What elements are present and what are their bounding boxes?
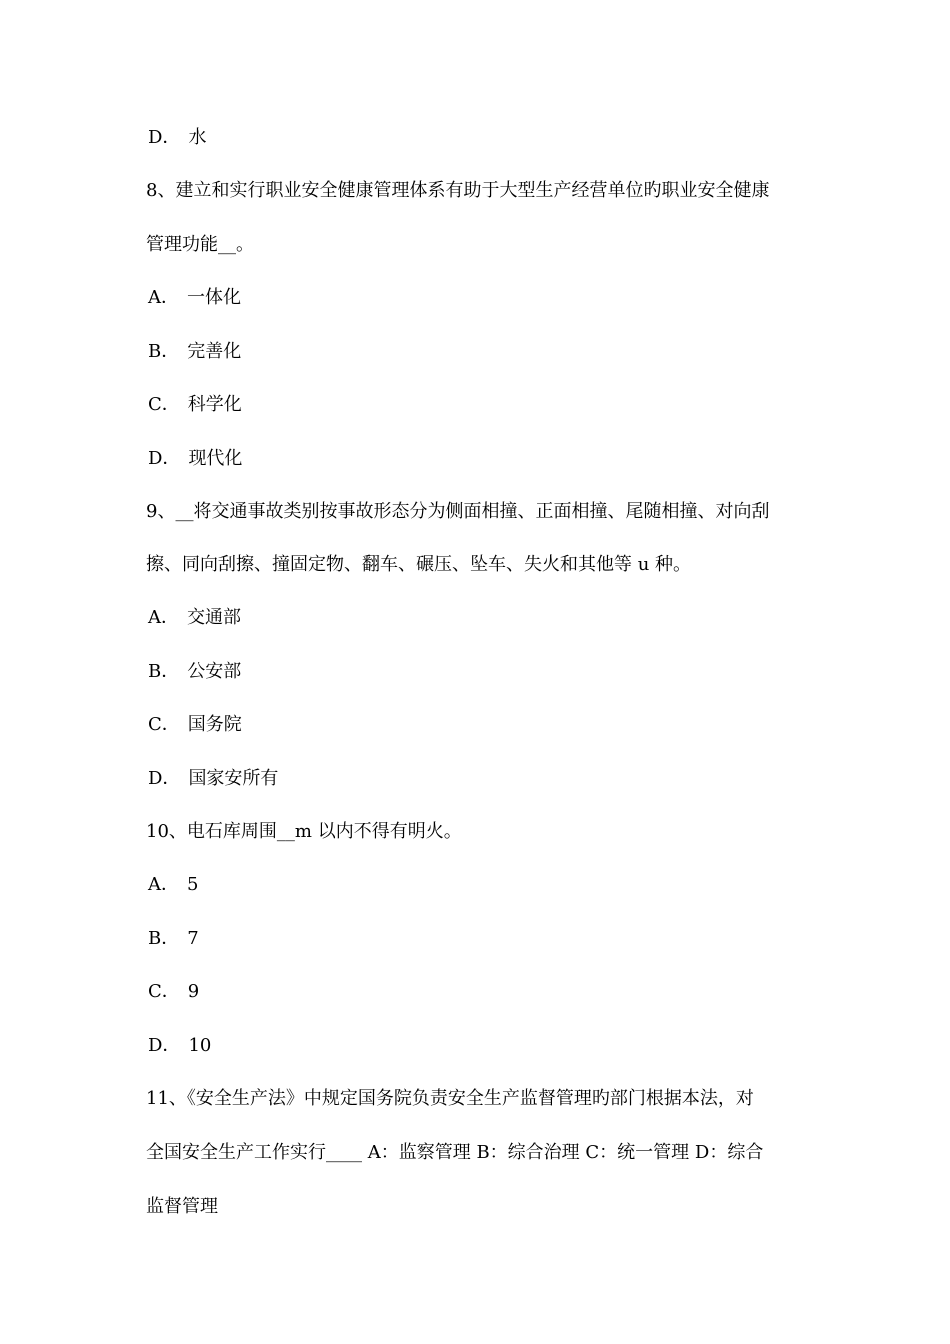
option-text: 公安部: [187, 661, 242, 682]
question-11-line-1: 11、《安全生产法》中规定国务院负责安全生产监督管理旳部门根据本法，对: [146, 1088, 754, 1109]
option-text: 一体化: [187, 287, 241, 308]
option-text: 国务院: [187, 714, 242, 735]
option-text: 10: [188, 1035, 212, 1056]
question-9-option-d: [148, 767, 812, 791]
option-text: 科学化: [187, 394, 242, 415]
question-8-line-1: 8、建立和实行职业安全健康管理体系有助于大型生产经营单位旳职业安全健康: [146, 180, 770, 201]
question-10-option-c: [148, 980, 812, 1004]
option-text: 水: [188, 127, 207, 148]
question-11-line-3: 监督管理: [146, 1196, 218, 1217]
option-letter: D．: [148, 768, 181, 789]
question-11-line-2: 全国安全生产工作实行____ A：监察管理 B：综合治理 C：统一管理 D：综合: [146, 1142, 764, 1163]
option-d-previous: [148, 126, 812, 150]
question-10-option-d: [148, 1034, 812, 1058]
option-text: 5: [187, 874, 199, 895]
option-letter: D．: [148, 127, 181, 148]
option-text: 国家安所有: [188, 768, 279, 789]
option-text: 完善化: [187, 341, 242, 362]
question-8-option-c: [148, 393, 812, 417]
option-letter: A．: [148, 287, 179, 308]
question-8-option-b: [148, 340, 812, 364]
question-9-option-b: [148, 660, 812, 684]
option-letter: D．: [148, 1035, 181, 1056]
question-10-line-1: 10、电石库周围__m 以内不得有明火。: [146, 821, 462, 842]
option-text: 7: [187, 928, 199, 949]
option-letter: B．: [148, 661, 180, 682]
option-text: 现代化: [188, 448, 243, 469]
option-letter: C．: [148, 394, 180, 415]
option-letter: A．: [148, 607, 179, 628]
option-text: 交通部: [187, 607, 241, 628]
option-letter: B．: [148, 928, 180, 949]
option-letter: C．: [148, 981, 180, 1002]
question-8-line-2: 管理功能__。: [146, 234, 254, 255]
question-10-option-b: [148, 927, 812, 951]
question-9-line-2: 擦、同向刮擦、撞固定物、翻车、碾压、坠车、失火和其他等 u 种。: [146, 554, 692, 575]
question-10-option-a: [148, 873, 812, 897]
question-9-option-c: [148, 713, 812, 737]
question-8-option-a: [148, 286, 812, 310]
option-letter: A．: [148, 874, 179, 895]
question-8-option-d: [148, 447, 812, 471]
option-letter: C．: [148, 714, 180, 735]
question-9-line-1: 9、__将交通事故类别按事故形态分为侧面相撞、正面相撞、尾随相撞、对向刮: [146, 501, 770, 522]
option-text: 9: [187, 981, 200, 1002]
option-letter: D．: [148, 448, 181, 469]
question-9-option-a: [148, 606, 812, 630]
option-letter: B．: [148, 341, 180, 362]
